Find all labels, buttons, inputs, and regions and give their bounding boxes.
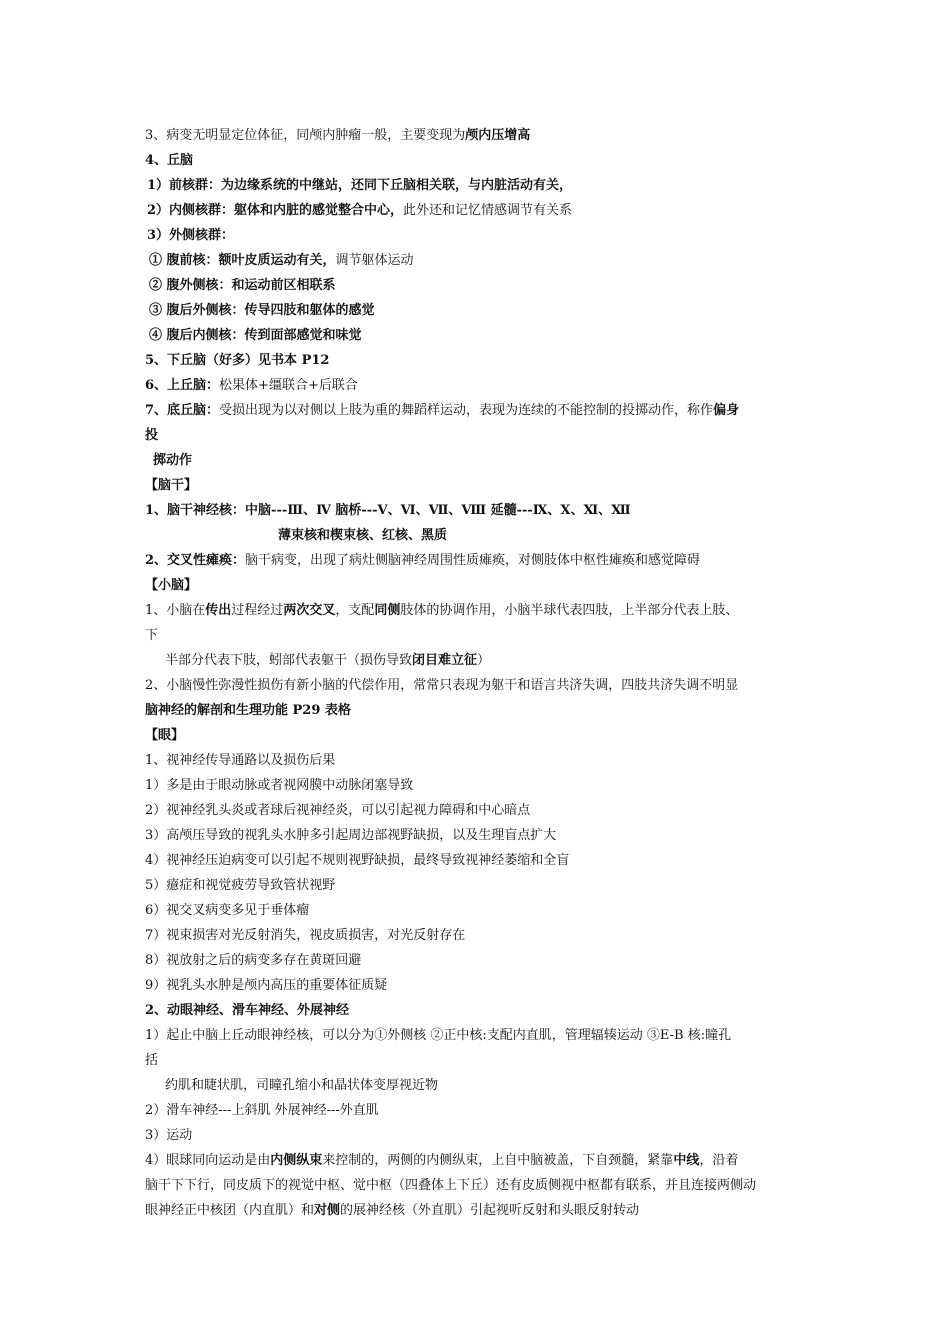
text-line <box>145 198 810 223</box>
text-line: 1）多是由于眼动脉或者视网膜中动脉闭塞导致 <box>145 778 414 793</box>
text-line <box>145 1148 810 1173</box>
text-line: ④ 腹后内侧核：传到面部感觉和味觉 <box>149 328 362 343</box>
text-run: 过程经过 <box>231 603 284 618</box>
text-line: 9）视乳头水肿是颅内高压的重要体征质疑 <box>145 978 388 993</box>
text-run: 4）眼球同向运动是由 <box>145 1153 271 1168</box>
text-line <box>145 123 810 148</box>
text-run: 1、小脑在 <box>145 603 206 618</box>
text-run: 松果体+缰联合+后联合 <box>219 378 358 393</box>
text-run: ） <box>477 653 491 668</box>
text-run: ，沿着 <box>699 1153 739 1168</box>
text-line: 约肌和睫状肌，司瞳孔缩小和晶状体变厚视近物 <box>165 1078 439 1093</box>
text-line <box>145 548 810 573</box>
text-line: 1、脑干神经核：中脑---Ⅲ、Ⅳ 脑桥---Ⅴ、Ⅵ、Ⅶ、Ⅷ 延髓---Ⅸ、Ⅹ、Ⅺ、Ⅻ <box>145 503 631 518</box>
section-heading: 【小脑】 <box>145 578 198 593</box>
text-run: 的展神经核（外直肌）引起视听反射和头眼反射转动 <box>340 1203 640 1218</box>
text-line: 8）视放射之后的病变多存在黄斑回避 <box>145 953 362 968</box>
section-heading: 5、下丘脑（好多）见书本 P12 <box>145 353 330 368</box>
text-line: 1）前核群：为边缘系统的中继站，还同下丘脑相关联，与内脏活动有关， <box>147 178 573 193</box>
text-line: 薄束核和楔束核、红核、黑质 <box>278 528 448 543</box>
text-line: 4）视神经压迫病变可以引起不规则视野缺损，最终导致视神经萎缩和全盲 <box>145 853 570 868</box>
bold-text: 颅内压增高 <box>465 128 531 143</box>
text-run: 受损出现为以对侧以上肢为重的舞蹈样运动，表现为连续的不能控制的投掷动作，称作 <box>219 403 714 418</box>
bold-text: 对侧 <box>314 1203 341 1218</box>
text-line: 3）高颅压导致的视乳头水肿多引起周边部视野缺损，以及生理盲点扩大 <box>145 828 557 843</box>
bold-text: 6、上丘脑： <box>145 378 220 393</box>
bold-text: 7、底丘脑： <box>145 403 220 418</box>
text-line: ② 腹外侧核：和运动前区相联系 <box>149 278 336 293</box>
bold-text: 偏身 <box>713 403 740 418</box>
section-heading: 【眼】 <box>145 728 185 743</box>
bold-text: 2、交叉性瘫痪： <box>145 553 246 568</box>
text-line: 2、小脑慢性弥漫性损伤有新小脑的代偿作用，常常只表现为躯干和语言共济失调，四肢共济失调不明显 <box>145 678 739 693</box>
bold-text: 闭目难立征 <box>412 653 478 668</box>
section-heading: 2、动眼神经、滑车神经、外展神经 <box>145 1003 350 1018</box>
text-line: 括 <box>145 1053 159 1068</box>
text-run: 眼神经正中核团（内直肌）和 <box>145 1203 315 1218</box>
text-line: 1、视神经传导通路以及损伤后果 <box>145 753 336 768</box>
text-line: 下 <box>145 628 159 643</box>
bold-text: 传出 <box>205 603 232 618</box>
text-line: 2）滑车神经---上斜肌 外展神经---外直肌 <box>145 1103 379 1118</box>
section-heading: 【脑干】 <box>145 478 198 493</box>
text-line: 2）视神经乳头炎或者球后视神经炎，可以引起视力障碍和中心暗点 <box>145 803 531 818</box>
text-line <box>145 398 810 423</box>
text-line <box>145 248 810 273</box>
text-line <box>145 1198 810 1223</box>
text-run: 来控制的，两侧的内侧纵束，上自中脑被盖，下自颈髓，紧靠 <box>322 1153 674 1168</box>
text-line <box>145 648 810 673</box>
text-run: 调节躯体运动 <box>335 253 414 268</box>
section-heading: 脑神经的解剖和生理功能 P29 表格 <box>145 703 351 718</box>
text-run: 3、病变无明显定位体征，同颅内肿瘤一般，主要变现为 <box>145 128 466 143</box>
text-line: 7）视束损害对光反射消失，视皮质损害，对光反射存在 <box>145 928 466 943</box>
text-line: 1）起止中脑上丘动眼神经核，可以分为①外侧核 ②正中核:支配内直肌，管理辐辏运动 ③E-B 核:瞳孔 <box>145 1028 732 1043</box>
text-line: 6）视交叉病变多见于垂体瘤 <box>145 903 310 918</box>
text-line: 3）外侧核群： <box>147 228 235 243</box>
text-line: 投 <box>145 428 159 443</box>
bold-text: 两次交叉 <box>283 603 336 618</box>
text-run: 此外还和记忆情感调节有关系 <box>403 203 573 218</box>
bold-text: 内侧纵束 <box>270 1153 323 1168</box>
bold-text: ① 腹前核：额叶皮质运动有关， <box>149 253 336 268</box>
text-run: 肢体的协调作用，小脑半球代表四肢，上半部分代表上肢、 <box>400 603 739 618</box>
document-page <box>145 123 810 1223</box>
text-line <box>145 373 810 398</box>
section-heading: 4、丘脑 <box>145 153 194 168</box>
text-line: ③ 腹后外侧核：传导四肢和躯体的感觉 <box>149 303 375 318</box>
text-line: 3）运动 <box>145 1128 193 1143</box>
text-line: 5）癔症和视觉疲劳导致管状视野 <box>145 878 336 893</box>
text-line: 掷动作 <box>153 453 193 468</box>
text-run: ，支配 <box>335 603 375 618</box>
text-run: 脑干病变，出现了病灶侧脑神经周围性质瘫痪，对侧肢体中枢性瘫痪和感觉障碍 <box>245 553 701 568</box>
text-line <box>145 598 810 623</box>
text-line: 脑干下下行，同皮质下的视觉中枢、觉中枢（四叠体上下丘）还有皮质侧视中枢都有联系，并且连接两侧动 <box>145 1178 757 1193</box>
bold-text: 同侧 <box>374 603 401 618</box>
text-run: 半部分代表下肢，蚓部代表躯干（损伤导致 <box>165 653 413 668</box>
bold-text: 中线 <box>673 1153 700 1168</box>
bold-text: 2）内侧核群：躯体和内脏的感觉整合中心， <box>147 203 404 218</box>
